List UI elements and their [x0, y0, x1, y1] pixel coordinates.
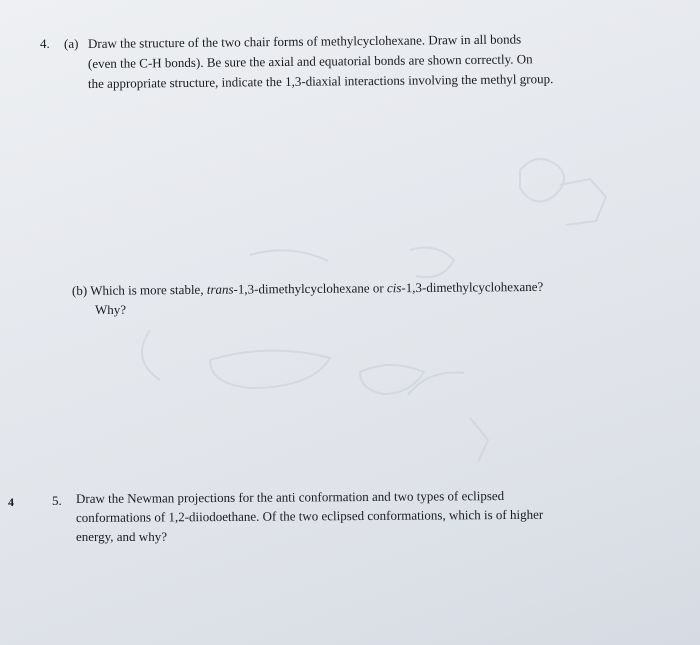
- margin-note: 4: [8, 495, 14, 509]
- question-4b-prefix: Which is more stable,: [90, 281, 204, 298]
- question-4b-line-1: [72, 279, 543, 299]
- question-4-number: 4.: [40, 36, 50, 51]
- question-4a-label: (a): [64, 36, 79, 51]
- trans-compound: -1,3-dimethylcyclohexane or: [233, 280, 384, 297]
- trans-prefix: trans: [206, 281, 234, 297]
- question-4a-line-2: (even the C-H bonds). Be sure the axial and equatorial bonds are shown correctly. On: [87, 51, 533, 71]
- question-5-line-1: Draw the Newman projections for the anti conformation and two types of eclipsed: [75, 488, 505, 506]
- question-5-line-3: energy, and why?: [76, 529, 167, 544]
- cis-compound: -1,3-dimethylcyclohexane?: [401, 278, 544, 296]
- question-4a-line-3: the appropriate structure, indicate the 1,3-diaxial interactions involving the methyl group.: [87, 71, 554, 91]
- question-5-line-2: conformations of 1,2-diiodoethane. Of the two eclipsed conformations, which is of higher: [75, 506, 544, 525]
- question-5-number: 5.: [52, 493, 62, 508]
- question-4b-line-2: Why?: [95, 302, 127, 317]
- question-4a-line-1: Draw the structure of the two chair forms of methylcyclohexane. Draw in all bonds: [87, 31, 522, 51]
- cis-prefix: cis: [386, 280, 402, 296]
- question-4b-label: (b): [71, 282, 88, 298]
